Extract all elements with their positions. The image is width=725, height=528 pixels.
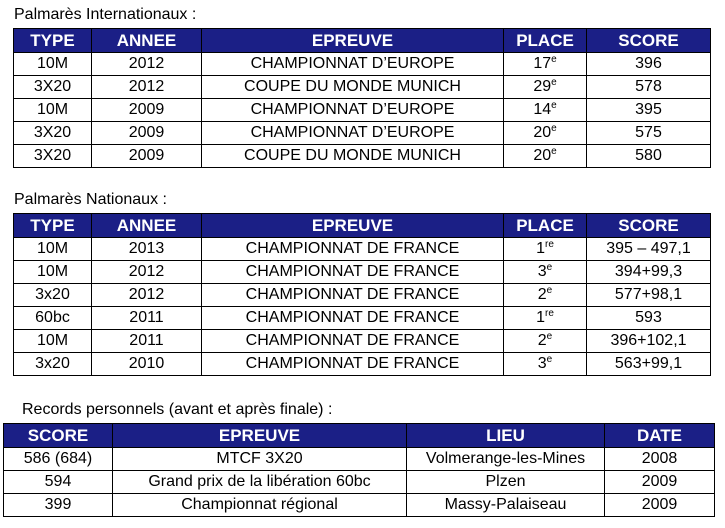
cell-place bbox=[504, 307, 587, 330]
section-title-records: Records personnels (avant et après finale) : bbox=[22, 401, 333, 418]
column-header-place: PLACE bbox=[504, 214, 587, 238]
table-header-row bbox=[4, 424, 715, 448]
personal-records-table bbox=[3, 423, 715, 517]
cell-type: 60bc bbox=[14, 307, 92, 330]
cell-score: 395 – 497,1 bbox=[587, 238, 711, 261]
table-row bbox=[4, 494, 715, 517]
cell-year: 2009 bbox=[92, 99, 202, 122]
place-suffix: e bbox=[546, 331, 553, 342]
cell-date: 2009 bbox=[605, 471, 715, 494]
column-header-score: SCORE bbox=[587, 214, 711, 238]
cell-place bbox=[504, 76, 587, 99]
column-header-event: EPREUVE bbox=[113, 424, 407, 448]
international-results-table bbox=[13, 28, 711, 168]
table-row bbox=[14, 284, 711, 307]
cell-year: 2009 bbox=[92, 145, 202, 168]
cell-place: Massy-Palaiseau bbox=[407, 494, 605, 517]
cell-type: 3X20 bbox=[14, 122, 92, 145]
table-row bbox=[4, 471, 715, 494]
cell-score: 593 bbox=[587, 307, 711, 330]
table-row bbox=[14, 307, 711, 330]
cell-year: 2009 bbox=[92, 122, 202, 145]
cell-place bbox=[504, 145, 587, 168]
cell-event: MTCF 3X20 bbox=[113, 448, 407, 471]
place-suffix: e bbox=[551, 77, 557, 88]
cell-type: 3x20 bbox=[14, 284, 92, 307]
cell-place bbox=[504, 353, 587, 376]
place-suffix: e bbox=[546, 285, 553, 296]
cell-date: 2009 bbox=[605, 494, 715, 517]
cell-year: 2011 bbox=[92, 330, 202, 353]
cell-place bbox=[504, 122, 587, 145]
place-suffix: e bbox=[546, 262, 553, 273]
table-row bbox=[14, 330, 711, 353]
place-rank: 3 bbox=[537, 355, 547, 372]
cell-score: 577+98,1 bbox=[587, 284, 711, 307]
place-rank: 20 bbox=[533, 147, 552, 164]
place-rank: 2 bbox=[537, 286, 547, 303]
place-suffix: e bbox=[551, 54, 557, 65]
table-row bbox=[14, 261, 711, 284]
place-suffix: re bbox=[545, 308, 554, 319]
cell-type: 3X20 bbox=[14, 76, 92, 99]
table-row bbox=[14, 353, 711, 376]
cell-score: 586 (684) bbox=[4, 448, 113, 471]
cell-event: CHAMPIONNAT D’EUROPE bbox=[202, 122, 504, 145]
table-row bbox=[14, 99, 711, 122]
place-suffix: re bbox=[545, 239, 554, 250]
place-rank: 29 bbox=[533, 78, 552, 95]
table-row bbox=[14, 238, 711, 261]
national-results-table bbox=[13, 213, 711, 376]
cell-type: 10M bbox=[14, 330, 92, 353]
cell-event: COUPE DU MONDE MUNICH bbox=[202, 76, 504, 99]
place-rank: 2 bbox=[537, 332, 547, 349]
cell-type: 10M bbox=[14, 238, 92, 261]
table-row bbox=[14, 122, 711, 145]
cell-year: 2013 bbox=[92, 238, 202, 261]
section-title-international: Palmarès Internationaux : bbox=[14, 6, 197, 23]
cell-score: 399 bbox=[4, 494, 113, 517]
cell-score: 396 bbox=[587, 53, 711, 76]
cell-event: Championnat régional bbox=[113, 494, 407, 517]
column-header-event: EPREUVE bbox=[202, 214, 504, 238]
cell-place: Plzen bbox=[407, 471, 605, 494]
cell-place: Volmerange-les-Mines bbox=[407, 448, 605, 471]
cell-score: 563+99,1 bbox=[587, 353, 711, 376]
section-title-national: Palmarès Nationaux : bbox=[14, 191, 167, 208]
cell-event: COUPE DU MONDE MUNICH bbox=[202, 145, 504, 168]
cell-score: 395 bbox=[587, 99, 711, 122]
column-header-date: DATE bbox=[605, 424, 715, 448]
cell-year: 2012 bbox=[92, 76, 202, 99]
cell-place bbox=[504, 53, 587, 76]
column-header-year: ANNEE bbox=[92, 29, 202, 53]
cell-event: CHAMPIONNAT D’EUROPE bbox=[202, 99, 504, 122]
cell-score: 575 bbox=[587, 122, 711, 145]
cell-score: 594 bbox=[4, 471, 113, 494]
cell-score: 578 bbox=[587, 76, 711, 99]
place-suffix: e bbox=[551, 123, 557, 134]
column-header-location: LIEU bbox=[407, 424, 605, 448]
table-row bbox=[4, 448, 715, 471]
place-rank: 1 bbox=[536, 240, 545, 257]
cell-place bbox=[504, 284, 587, 307]
cell-event: Grand prix de la libération 60bc bbox=[113, 471, 407, 494]
table-row bbox=[14, 145, 711, 168]
cell-event: CHAMPIONNAT DE FRANCE bbox=[202, 238, 504, 261]
place-rank: 20 bbox=[533, 124, 552, 141]
cell-type: 10M bbox=[14, 99, 92, 122]
cell-event: CHAMPIONNAT DE FRANCE bbox=[202, 353, 504, 376]
cell-year: 2012 bbox=[92, 261, 202, 284]
cell-score: 394+99,3 bbox=[587, 261, 711, 284]
column-header-score: SCORE bbox=[587, 29, 711, 53]
column-header-event: EPREUVE bbox=[202, 29, 504, 53]
cell-score: 580 bbox=[587, 145, 711, 168]
cell-event: CHAMPIONNAT DE FRANCE bbox=[202, 261, 504, 284]
cell-type: 10M bbox=[14, 261, 92, 284]
cell-event: CHAMPIONNAT DE FRANCE bbox=[202, 284, 504, 307]
cell-score: 396+102,1 bbox=[587, 330, 711, 353]
place-rank: 3 bbox=[537, 263, 547, 280]
cell-place bbox=[504, 238, 587, 261]
cell-type: 10M bbox=[14, 53, 92, 76]
cell-type: 3X20 bbox=[14, 145, 92, 168]
cell-place bbox=[504, 99, 587, 122]
cell-date: 2008 bbox=[605, 448, 715, 471]
cell-event: CHAMPIONNAT DE FRANCE bbox=[202, 330, 504, 353]
cell-year: 2010 bbox=[92, 353, 202, 376]
table-header-row bbox=[14, 29, 711, 53]
table-row bbox=[14, 53, 711, 76]
cell-type: 3x20 bbox=[14, 353, 92, 376]
place-suffix: e bbox=[551, 146, 557, 157]
cell-year: 2012 bbox=[92, 284, 202, 307]
place-rank: 17 bbox=[533, 55, 552, 72]
place-suffix: e bbox=[546, 354, 553, 365]
cell-event: CHAMPIONNAT D’EUROPE bbox=[202, 53, 504, 76]
table-row bbox=[14, 76, 711, 99]
column-header-place: PLACE bbox=[504, 29, 587, 53]
place-suffix: e bbox=[551, 100, 557, 111]
column-header-year: ANNEE bbox=[92, 214, 202, 238]
column-header-score: SCORE bbox=[4, 424, 113, 448]
place-rank: 1 bbox=[536, 309, 545, 326]
column-header-type: TYPE bbox=[14, 29, 92, 53]
cell-year: 2012 bbox=[92, 53, 202, 76]
cell-place bbox=[504, 261, 587, 284]
cell-place bbox=[504, 330, 587, 353]
column-header-type: TYPE bbox=[14, 214, 92, 238]
cell-year: 2011 bbox=[92, 307, 202, 330]
table-header-row bbox=[14, 214, 711, 238]
cell-event: CHAMPIONNAT DE FRANCE bbox=[202, 307, 504, 330]
place-rank: 14 bbox=[533, 101, 552, 118]
